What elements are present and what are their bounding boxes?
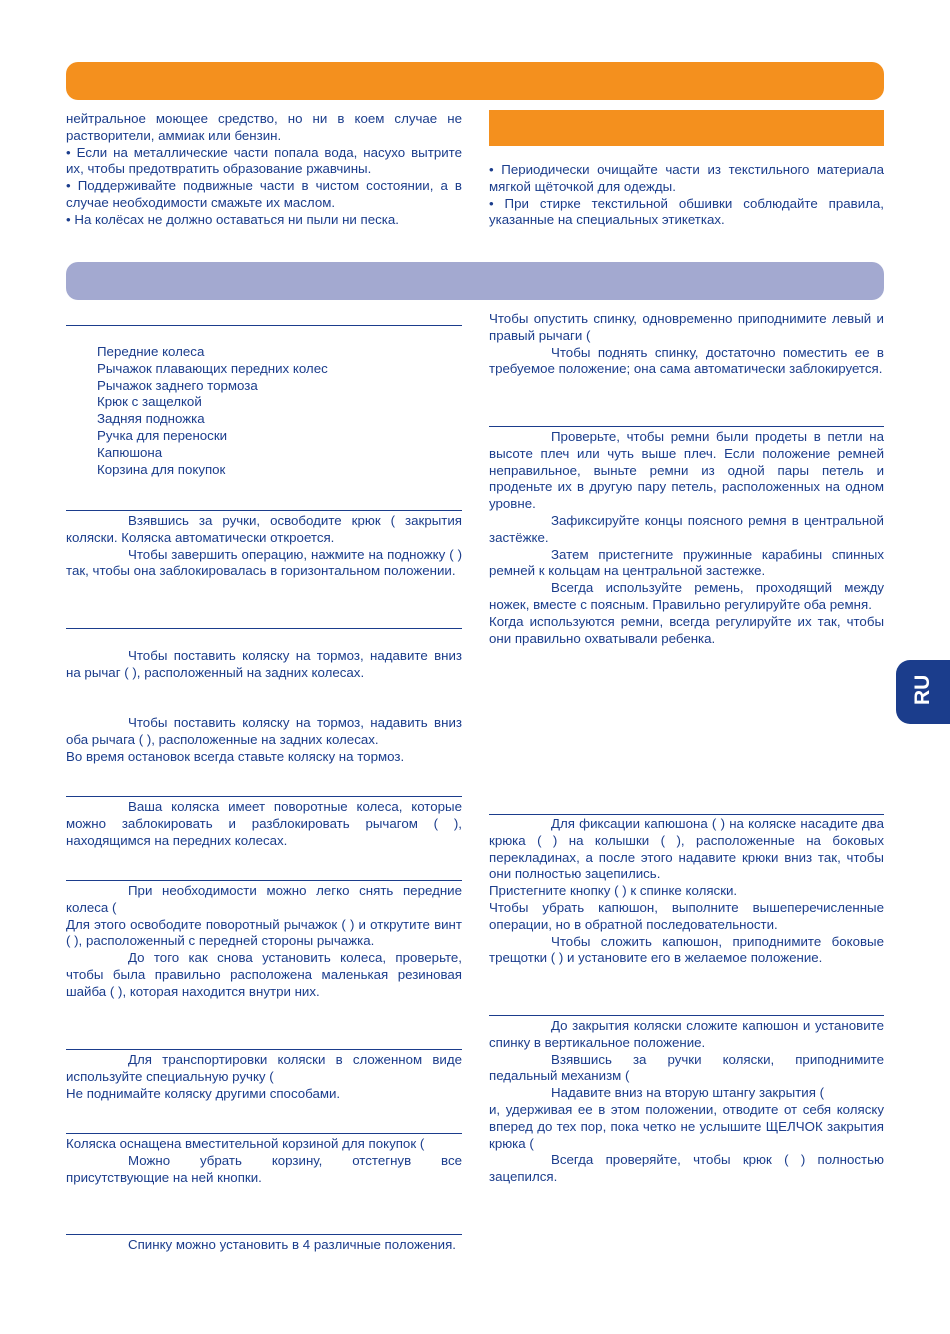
brake-section <box>66 648 462 682</box>
list-item: Ручка для переноски <box>97 427 228 443</box>
language-tab-label: RU <box>911 674 934 705</box>
paragraph: Для транспортировки коляски в сложенном виде используйте специальную ручку ( <box>66 1052 462 1084</box>
brake-double-section <box>66 715 462 765</box>
hood-section <box>489 816 884 967</box>
paragraph: нейтральное моющее средство, но ни в коем случае не растворители, аммиак или бензин. <box>66 111 462 143</box>
paragraph: Чтобы поставить коляску на тормоз, надавить вниз оба рычага ( ), расположенные на задних колесах. <box>66 715 462 747</box>
section-divider <box>66 796 462 797</box>
backrest-section <box>66 1237 462 1254</box>
paragraph: Спинку можно установить в 4 различные положения. <box>128 1237 456 1252</box>
section-divider <box>66 1049 462 1050</box>
parts-list-block <box>66 344 462 478</box>
paragraph: • На колёсах не должно оставаться ни пыли ни песка. <box>66 211 399 227</box>
list-item: Задняя подножка <box>97 411 205 427</box>
list-item: Корзина для покупок <box>97 461 226 477</box>
paragraph: Ваша коляска имеет поворотные колеса, которые можно заблокировать и разблокировать рычагом ( ), находящимся на передних колесах. <box>66 799 462 848</box>
section-divider <box>66 510 462 511</box>
section-divider <box>66 628 462 629</box>
paragraph: До закрытия коляски сложите капюшон и установите спинку в вертикальное положение. <box>489 1018 884 1050</box>
paragraph: Надавите вниз на вторую штангу закрытия ( <box>551 1085 825 1101</box>
paragraph: Для фиксации капюшона ( ) на коляске насадите два крюка ( ) на колышки ( ), расположенные на боковых перекладинах, а после этого надавите крюки вниз так, чтобы они полностью зацепились. <box>489 816 884 882</box>
list-item: Рычажок плавающих передних колес <box>97 360 328 376</box>
paragraph: и, удерживая ее в этом положении, отводите от себя коляску вперед до тех пор, пока четко не услышите ЩЕЛЧОК закрытия крюка ( <box>489 1101 884 1151</box>
paragraph: Коляска оснащена вместительной корзиной для покупок ( <box>66 1136 425 1151</box>
paragraph: Когда используются ремни, всегда регулируйте их так, чтобы они правильно охватывали ребенка. <box>489 613 884 646</box>
paragraph: Взявшись за ручки, освободите крюк ( закрытия коляски. Коляска автоматически откроется. <box>66 513 462 545</box>
section-divider <box>489 426 884 427</box>
basket-section <box>66 1136 462 1186</box>
paragraph: Во время остановок всегда ставьте коляску на тормоз. <box>66 748 405 764</box>
paragraph: До того как снова установить колеса, проверьте, чтобы была правильно расположена маленькая резиновая шайба ( ), которая находится внутри них. <box>66 950 462 999</box>
section-divider <box>66 880 462 881</box>
paragraph: Проверьте, чтобы ремни были продеты в петли на высоте плеч или чуть выше плеч. Если положение ремней неправильное, выньте ремни из одной пары петель и проденьте их в другую пару петель, расположенных на одном уровне. <box>489 429 884 512</box>
paragraph: • При стирке текстильной обшивки соблюдайте правила, указанные на специальных этикетках. <box>489 195 884 228</box>
paragraph: Зафиксируйте концы поясного ремня в центральной застёжке. <box>489 512 884 545</box>
paragraph: Затем пристегните пружинные карабины спинных ремней к кольцам на центральной застежке. <box>489 546 884 579</box>
paragraph: • Если на металлические части попала вода, насухо вытрите их, чтобы предотвратить образование ржавчины. <box>66 144 462 177</box>
paragraph: Всегда используйте ремень, проходящий между ножек, вместе с поясным. Правильно регулируйте оба ремня. <box>489 580 884 612</box>
paragraph: Чтобы опустить спинку, одновременно приподнимите левый и правый рычаги ( <box>489 311 884 343</box>
section-header-bar-orange <box>66 62 884 100</box>
paragraph: • Периодически очищайте части из текстильного материала мягкой щёточкой для одежды. <box>489 162 884 194</box>
language-tab <box>896 660 950 724</box>
list-item: Капюшона <box>97 444 163 460</box>
section-divider <box>489 1015 884 1016</box>
paragraph: Чтобы убрать капюшон, выполните вышеперечисленные операции, но в обратной последовательности. <box>489 899 884 932</box>
list-item: Рычажок заднего тормоза <box>97 377 258 393</box>
backrest-continued-section <box>489 311 884 378</box>
paragraph: Всегда проверяйте, чтобы крюк ( ) полностью зацепился. <box>489 1152 884 1185</box>
paragraph: Для этого освободите поворотный рычажок ( ) и открутите винт ( ), расположенный с передней стороны рычажка. <box>66 916 462 949</box>
closing-section <box>489 1018 884 1186</box>
paragraph: При необходимости можно легко снять передние колеса ( <box>66 883 462 915</box>
list-item: Крюк с защелкой <box>97 394 202 410</box>
cleaning-metal-text <box>66 111 462 229</box>
swivel-wheels-section <box>66 799 462 849</box>
list-item: Передние колеса <box>97 344 205 359</box>
section-divider <box>66 1234 462 1235</box>
section-divider <box>66 325 462 326</box>
cleaning-textile-text <box>489 162 884 229</box>
paragraph: Чтобы завершить операцию, нажмите на подножку ( ) так, чтобы она заблокировалась в горизонтальном положении. <box>66 546 462 579</box>
paragraph: Не поднимайте коляску другими способами. <box>66 1085 341 1101</box>
section-header-bar-lavender <box>66 262 884 300</box>
paragraph: Взявшись за ручки коляски, приподнимите педальный механизм ( <box>489 1051 884 1084</box>
subsection-header-bar-orange <box>489 110 884 146</box>
paragraph: Чтобы поставить коляску на тормоз, надавите вниз на рычаг ( ), расположенный на задних колесах. <box>66 648 462 680</box>
section-divider <box>489 814 884 815</box>
paragraph: Чтобы сложить капюшон, приподнимите боковые трещотки ( ) и установите его в желаемое положение. <box>489 933 884 966</box>
harness-section <box>489 429 884 647</box>
opening-section <box>66 513 462 580</box>
parts-list <box>66 344 462 478</box>
paragraph: Можно убрать корзину, отстегнув все присутствующие на ней кнопки. <box>66 1152 462 1185</box>
paragraph: • Поддерживайте подвижные части в чистом состоянии, а в случае необходимости смажьте их маслом. <box>66 178 462 210</box>
transport-section <box>66 1052 462 1102</box>
paragraph: Чтобы поднять спинку, достаточно поместить ее в требуемое положение; она сама автоматически заблокируется. <box>489 344 884 377</box>
front-wheels-section <box>66 883 462 1001</box>
section-divider <box>66 1133 462 1134</box>
paragraph: Пристегните кнопку ( ) к спинке коляски. <box>489 883 738 899</box>
